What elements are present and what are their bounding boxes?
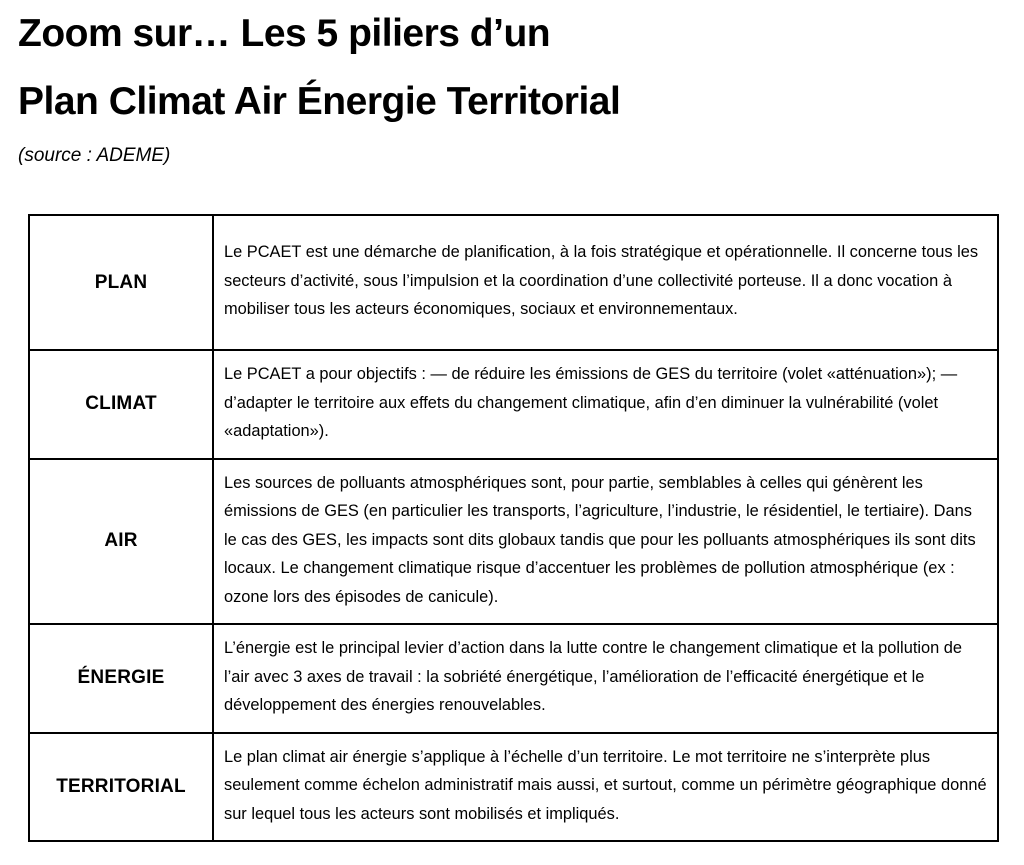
pillars-table	[28, 214, 999, 842]
pillar-name: CLIMAT	[29, 350, 213, 459]
pillar-description: Le PCAET a pour objectifs : — de réduire les émissions de GES du territoire (volet «atténuation»); — d’adapter le territoire aux effets du changement climatique, afin d’en diminuer la vulnérabilité (volet «adaptation»).	[213, 350, 998, 459]
table-row	[29, 350, 998, 459]
pillar-name: AIR	[29, 459, 213, 625]
page-title-line-2: Plan Climat Air Énergie Territorial	[18, 80, 621, 123]
pillar-name: TERRITORIAL	[29, 733, 213, 842]
pillar-name: ÉNERGIE	[29, 624, 213, 733]
pillar-description: Le plan climat air énergie s’applique à l’échelle d’un territoire. Le mot territoire ne s’interprète plus seulement comme échelon administratif mais aussi, et surtout, comme un périmètre géographique donné sur lequel tous les acteurs sont mobilisés et impliqués.	[213, 733, 998, 842]
page-title-line-1: Zoom sur… Les 5 piliers d’un	[18, 12, 551, 55]
pillar-description: L’énergie est le principal levier d’action dans la lutte contre le changement climatique et la pollution de l’air avec 3 axes de travail : la sobriété énergétique, l’amélioration de l’efficacité énergétique et le développement des énergies renouvelables.	[213, 624, 998, 733]
pillar-description: Les sources de polluants atmosphériques sont, pour partie, semblables à celles qui génèrent les émissions de GES (en particulier les transports, l’agriculture, l’industrie, le résidentiel, le tertiaire). Dans le cas des GES, les impacts sont dits globaux tandis que pour les polluants atmosphériques ils sont dits locaux. Le changement climatique risque d’accentuer les problèmes de pollution atmosphérique (ex : ozone lors des épisodes de canicule).	[213, 459, 998, 625]
pillar-name: PLAN	[29, 215, 213, 350]
table-row	[29, 215, 998, 350]
table-row	[29, 624, 998, 733]
pillar-description: Le PCAET est une démarche de planification, à la fois stratégique et opérationnelle. Il concerne tous les secteurs d’activité, sous l’impulsion et la coordination d’une collectivité porteuse. Il a donc vocation à mobiliser tous les acteurs économiques, sociaux et environnementaux.	[213, 215, 998, 350]
table-row	[29, 733, 998, 842]
table-row	[29, 459, 998, 625]
source-note: (source : ADEME)	[18, 145, 171, 166]
